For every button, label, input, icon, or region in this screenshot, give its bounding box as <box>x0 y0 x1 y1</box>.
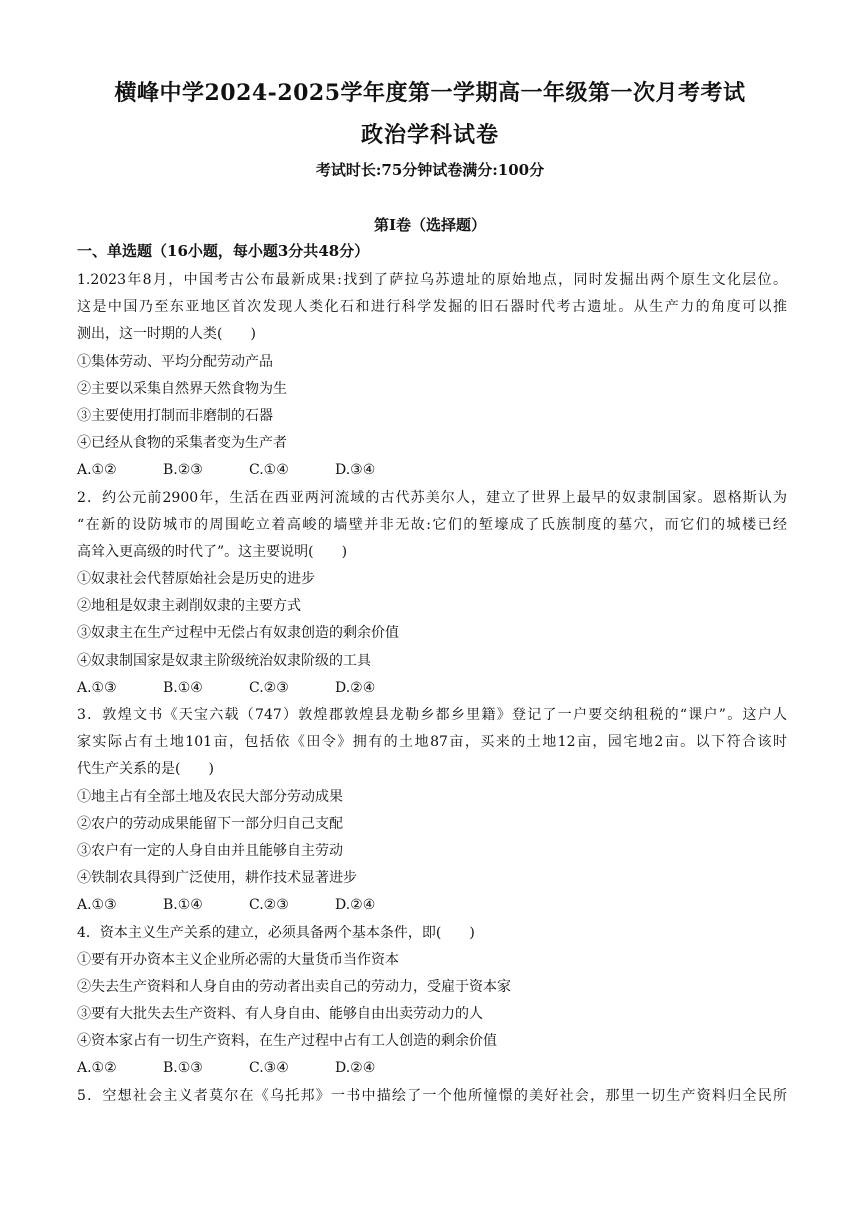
option-4: ④铁制农具得到广泛使用，耕作技术显著进步 <box>77 870 357 887</box>
answer-d: D.②④ <box>335 1060 376 1077</box>
question-stem-line: 3．敦煌文书《天宝六载（747）敦煌郡敦煌县龙勒乡都乡里籍》登记了一户要交纳租税的“课户”。这户人 <box>77 707 787 723</box>
answer-d: D.②④ <box>335 897 376 914</box>
option-3: ③奴隶主在生产过程中无偿占有奴隶创造的剩余价值 <box>77 625 399 642</box>
option-3: ③要有大批失去生产资料、有人身自由、能够自由出卖劳动力的人 <box>77 1006 483 1023</box>
option-2: ②农户的劳动成果能留下一部分归自己支配 <box>77 815 343 832</box>
answer-choices <box>77 675 787 702</box>
answer-choices <box>77 1055 787 1082</box>
question-stem-line: 2．约公元前2900年，生活在西亚两河流域的古代苏美尔人，建立了世界上最早的奴隶制国家。恩格斯认为 <box>77 489 787 506</box>
question-stem-line: 1.2023年8月，中国考古公布最新成果:找到了萨拉乌苏遗址的原始地点，同时发掘出两个原生文化层位。 <box>77 272 787 288</box>
option-1: ①地主占有全部土地及农民大部分劳动成果 <box>77 788 343 805</box>
subject-title: 政治学科试卷 <box>360 122 499 148</box>
answer-choices <box>77 457 787 484</box>
answer-b: B.①④ <box>163 679 203 696</box>
question-3 <box>77 702 787 920</box>
question-stem-line: 这是中国乃至东亚地区首次发现人类化石和进行科学发掘的旧石器时代考古遗址。从生产力的角度可以推 <box>77 299 787 316</box>
option-3: ③农户有一定的人身自由并且能够自主劳动 <box>77 842 343 859</box>
answer-c: C.③④ <box>249 1060 289 1077</box>
question-list <box>77 267 787 1110</box>
answer-choices <box>77 892 787 919</box>
option-2: ②失去生产资料和人身自由的劳动者出卖自己的劳动力，受雇于资本家 <box>77 978 511 995</box>
part-heading: 一、单选题（16小题，每小题3分共48分） <box>77 242 370 260</box>
option-1: ①要有开办资本主义企业所必需的大量货币当作资本 <box>77 951 399 968</box>
question-4 <box>77 920 787 1083</box>
question-stem-line: 高耸入更高级的时代了”。这主要说明( ) <box>77 543 348 560</box>
question-stem-line: 代生产关系的是( ) <box>77 761 214 778</box>
question-2 <box>77 485 787 703</box>
option-2: ②主要以采集自然界天然食物为生 <box>77 380 287 397</box>
exam-title: 横峰中学2024-2025学年度第一学期高一年级第一次月考考试 <box>114 80 746 106</box>
answer-b: B.①③ <box>163 1060 203 1077</box>
question-5 <box>77 1083 787 1110</box>
question-1 <box>77 267 787 485</box>
option-1: ①集体劳动、平均分配劳动产品 <box>77 353 273 370</box>
answer-c: C.②③ <box>249 679 289 696</box>
section-title: 第Ⅰ卷（选择题） <box>373 216 487 234</box>
question-stem-line: 测出，这一时期的人类( ) <box>77 326 256 343</box>
option-4: ④奴隶制国家是奴隶主阶级统治奴隶阶级的工具 <box>77 652 371 669</box>
answer-a: A.①③ <box>77 897 117 914</box>
option-4: ④资本家占有一切生产资料，在生产过程中占有工人创造的剩余价值 <box>77 1033 497 1050</box>
question-stem-line: 5．空想社会主义者莫尔在《乌托邦》一书中描绘了一个他所憧憬的美好社会，那里一切生产资料归全民所 <box>77 1087 787 1104</box>
option-1: ①奴隶社会代替原始社会是历史的进步 <box>77 571 315 588</box>
question-stem-line: 4．资本主义生产关系的建立，必须具备两个基本条件，即( ) <box>77 924 475 941</box>
answer-a: A.①② <box>77 1060 117 1077</box>
option-4: ④已经从食物的采集者变为生产者 <box>77 435 287 452</box>
option-2: ②地租是奴隶主剥削奴隶的主要方式 <box>77 598 301 615</box>
answer-b: B.①④ <box>163 897 203 914</box>
question-stem-line: 家实际占有土地101亩，包括依《田令》拥有的土地87亩，买来的土地12亩，园宅地2亩。以下符合该时 <box>77 734 787 751</box>
answer-b: B.②③ <box>163 462 203 479</box>
answer-a: A.①③ <box>77 679 117 696</box>
question-stem-line: “在新的设防城市的周围屹立着高峻的墙壁并非无故:它们的堑壕成了氏族制度的墓穴，而它们的城楼已经 <box>77 516 787 533</box>
option-3: ③主要使用打制而非磨制的石器 <box>77 407 273 424</box>
answer-c: C.①④ <box>249 462 289 479</box>
answer-c: C.②③ <box>249 897 289 914</box>
answer-d: D.②④ <box>335 679 376 696</box>
answer-d: D.③④ <box>335 462 376 479</box>
exam-info: 考试时长:75分钟试卷满分:100分 <box>315 161 545 179</box>
answer-a: A.①② <box>77 462 117 479</box>
